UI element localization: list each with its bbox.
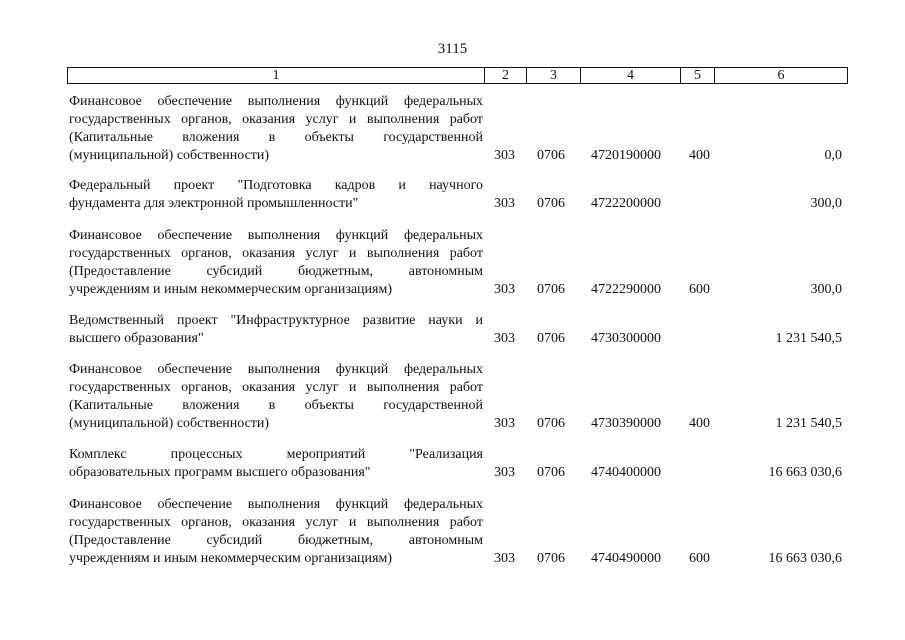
section-code: 0706 xyxy=(537,551,565,566)
ministry-code: 303 xyxy=(494,196,515,211)
column-header-5: 5 xyxy=(681,68,715,84)
row-description xyxy=(69,361,483,433)
amount: 16 663 030,6 xyxy=(768,465,842,480)
page-number: 3115 xyxy=(437,41,468,57)
description-line: государственных органов, оказания услуг и выполнения работ xyxy=(69,515,483,530)
description-line: учреждениям и иным некоммерческим организациям) xyxy=(69,551,393,566)
table-row xyxy=(0,93,905,165)
section-code: 0706 xyxy=(537,196,565,211)
amount: 300,0 xyxy=(810,196,842,211)
expense-type-code: 400 xyxy=(689,148,710,163)
row-description xyxy=(69,496,483,568)
column-header-row xyxy=(67,67,848,84)
row-description xyxy=(69,312,483,348)
amount: 300,0 xyxy=(810,282,842,297)
description-line: Финансовое обеспечение выполнения функций федеральных xyxy=(69,362,483,377)
description-line: Комплекс процессных мероприятий "Реализация xyxy=(69,447,483,462)
description-line: (Капитальные вложения в объекты государственной xyxy=(69,398,483,413)
table-row xyxy=(0,496,905,568)
target-article-code: 4722290000 xyxy=(591,282,661,297)
row-description xyxy=(69,227,483,299)
section-code: 0706 xyxy=(537,465,565,480)
column-header-1: 1 xyxy=(68,68,485,84)
amount: 1 231 540,5 xyxy=(775,416,842,431)
amount: 0,0 xyxy=(824,148,842,163)
section-code: 0706 xyxy=(537,416,565,431)
column-header-3: 3 xyxy=(527,68,581,84)
target-article-code: 4730300000 xyxy=(591,331,661,346)
description-line: Федеральный проект "Подготовка кадров и научного xyxy=(69,178,483,193)
expense-type-code: 600 xyxy=(689,551,710,566)
column-header-6: 6 xyxy=(715,68,848,84)
target-article-code: 4720190000 xyxy=(591,148,661,163)
description-line: Финансовое обеспечение выполнения функций федеральных xyxy=(69,94,483,109)
section-code: 0706 xyxy=(537,331,565,346)
description-line: Финансовое обеспечение выполнения функций федеральных xyxy=(69,497,483,512)
column-header-2: 2 xyxy=(485,68,527,84)
target-article-code: 4740400000 xyxy=(591,465,661,480)
description-line: (Предоставление субсидий бюджетным, автономным xyxy=(69,533,483,548)
table-row xyxy=(0,227,905,299)
description-line: государственных органов, оказания услуг и выполнения работ xyxy=(69,380,483,395)
description-line: (муниципальной) собственности) xyxy=(69,416,270,431)
ministry-code: 303 xyxy=(494,331,515,346)
ministry-code: 303 xyxy=(494,416,515,431)
description-line: учреждениям и иным некоммерческим организациям) xyxy=(69,282,393,297)
description-line: высшего образования" xyxy=(69,331,204,346)
table-row xyxy=(0,312,905,348)
ministry-code: 303 xyxy=(494,282,515,297)
table-row xyxy=(0,361,905,433)
row-description xyxy=(69,446,483,482)
ministry-code: 303 xyxy=(494,551,515,566)
description-line: Ведомственный проект "Инфраструктурное развитие науки и xyxy=(69,313,483,328)
description-line: (муниципальной) собственности) xyxy=(69,148,270,163)
column-header-4: 4 xyxy=(581,68,681,84)
amount: 16 663 030,6 xyxy=(768,551,842,566)
section-code: 0706 xyxy=(537,282,565,297)
amount: 1 231 540,5 xyxy=(775,331,842,346)
row-description xyxy=(69,177,483,213)
description-line: государственных органов, оказания услуг и выполнения работ xyxy=(69,246,483,261)
target-article-code: 4740490000 xyxy=(591,551,661,566)
description-line: (Капитальные вложения в объекты государственной xyxy=(69,130,483,145)
description-line: государственных органов, оказания услуг и выполнения работ xyxy=(69,112,483,127)
expense-type-code: 600 xyxy=(689,282,710,297)
target-article-code: 4730390000 xyxy=(591,416,661,431)
description-line: (Предоставление субсидий бюджетным, автономным xyxy=(69,264,483,279)
table-row xyxy=(0,177,905,213)
row-description xyxy=(69,93,483,165)
table-row xyxy=(0,446,905,482)
description-line: образовательных программ высшего образования" xyxy=(69,465,371,480)
target-article-code: 4722200000 xyxy=(591,196,661,211)
description-line: Финансовое обеспечение выполнения функций федеральных xyxy=(69,228,483,243)
ministry-code: 303 xyxy=(494,148,515,163)
expense-type-code: 400 xyxy=(689,416,710,431)
section-code: 0706 xyxy=(537,148,565,163)
ministry-code: 303 xyxy=(494,465,515,480)
description-line: фундамента для электронной промышленности" xyxy=(69,196,359,211)
